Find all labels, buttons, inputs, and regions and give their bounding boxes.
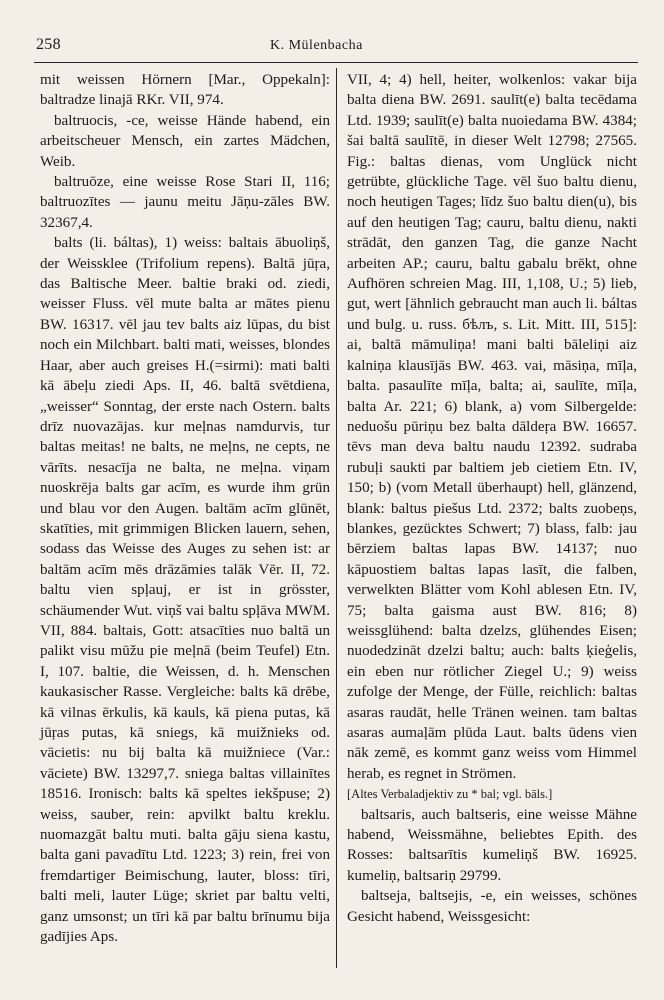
header-rule (34, 62, 638, 63)
dictionary-entry: baltruocis, -ce, weisse Hände habend, ein arbeitscheuer Mensch, ein zartes Mädchen, Weib. (40, 112, 330, 170)
dictionary-entry: baltseja, baltsejis, -e, ein weisses, schönes Gesicht habend, Weissgesicht: (347, 888, 637, 925)
running-head: K. Mülenbacha (270, 38, 363, 53)
left-column (40, 70, 330, 947)
right-column (347, 70, 637, 927)
page-number: 258 (36, 36, 61, 53)
dictionary-entry: baltsaris, auch baltseris, eine weisse Mähne habend, Weissmähne, beliebtes Epith. des Rosses: baltsarītis kumeliņš BW. 16925. kumeliņ, baltsariņ 29799. (347, 806, 637, 884)
paragraph: mit weissen Hörnern [Mar., Oppekaln]: baltradze linajā RKr. VII, 974. (40, 72, 330, 109)
paragraph: VII, 4; 4) hell, heiter, wolkenlos: vakar bija balta diena BW. 2691. saulīt(e) balta tecēdama Ltd. 1939; saulīt(e) balta nuoiedama BW. 4384; šai baltā saulītē, in dieser Welt 12798; 27565. Fig.: baltas dienas, vom Unglück nicht getrübte, glückliche Tage. vēl šuo baltu dienu, noch heutigen Tages; līdz šuo baltu dien(u), bis auf den heutigen Tag; cauru, baltu dienu, nakti strādāt, den ganzen Tag, die ganze Nacht arbeiten AP.; cauru, baltu gabalu brēkt, ohne Aufhören schreien Mag. III, 1,108, U.; 5) lieb, gut, wert [ähnlich gebraucht man auch li. báltas und bulg. u. russ. бѣлъ, s. Lit. Mitt. III, 515]: ai, baltā māmuliņa! mani balti bāleliņi aiz kalniņa klausījās BW. 463. vai, māsiņa, mīļa, balta. pasaulīte mīļa, balta; ai, saulīte, mīļa, balta Ar. 221; 6) blank, a) vom Silbergelde: neduošu pūriņu bez balta dāldeŗa BW. 16657. tēvs man deva baltu naudu 12392. sudraba rubuļi saukti par baltiem jeb cietiem Etn. IV, 150; b) (vom Metall überhaupt) hell, glänzend, blank: baltus piešus Ltd. 2372; balts zuobeņs, blankes, gezücktes Schwert; 7) blass, falb: jau bērziem baltas lapas BW. 14137; nuo kāpuostiem baltas lapas lasīt, die falben, verwelkten Blätter vom Kohl ablesen Etn. IV, 75; balta gaisma aust BW. 816; 8) weissglühend: balta dzelzs, glühendes Eisen; nuodedzināt dzelzi baltu; auch: balts ķieģelis, ein eben nur rötlicher Ziegel U.; 9) weiss zufolge der Menge, der Fülle, reichlich: baltas asaras raudāt, helle Tränen weinen. tam baltas asaras aumaļām plūda Laut. balts ūdens vien nāk zemē, es kommt ganz weiss vom Himmel herab, es regnet in Strömen. (347, 72, 637, 782)
dictionary-entry: baltruōze, eine weisse Rose Stari II, 116; baltruozītes — jaunu meitu Jāņu-zāles BW. 32367,4. (40, 174, 330, 231)
dictionary-entry: balts (li. báltas), 1) weiss: baltais ābuoliņš, der Weissklee (Trifolium repens). Baltā jūŗa, das Baltische Meer. baltie braki od. ziedi, weisser Fluss. vēl mute balta ar mātes pienu BW. 16317. vēl jau tev balts aiz lūpas, du bist noch ein Milchbart. balti mati, weisses, blondes Haar, aber auch greises H.(=sirmi): mati balti kā ābeļu ziedi Aps. II, 46. baltā svētdiena, „weisser“ Sonntag, der erste nach Ostern. balts drīz nuovazājas. kur meļnas namdurvis, tur baltas meitas! ne balts, ne meļns, ne cepts, ne vārīts. nesacīja ne balta, ne meļna. viņam nuoskrēja balts gar acīm, es wurde ihm grün und blau vor den Augen. baltām acīm glūnēt, skatīties, mit grimmigen Blicken lauern, sehen, sodass das Weisse des Auges zu sehen ist: ar baltām acīm mēs drāzāmies talāk Vēr. II, 72. baltu vien spļauj, er ist in grösster, schäumender Wut. viņš vai baltu spļāva MWM. VII, 884. baltais, Gott: atsacīties nuo baltā un palikt visu mūžu pie meļnā (beim Teufel) Etn. I, 107. baltie, die Weissen, d. h. Menschen kaukasischer Rasse. Vergleiche: balts kā drēbe, kā vilnas ērkulis, kā kauls, kā piena putas, kā jūŗas putas, kā sniegs, kā muižnieks od. vācietis: nu bij balta kā muižniece (Var.: vāciete) BW. 13297,7. sniega baltas villainītes 18516. Ironisch: balts kā speltes iekšpuse; 2) weiss, sauber, rein: apvilkt baltu kreklu. nuomazgāt baltu muti. balta gāju siena kastu, balta gani pavadītu Ltd. 1223; 3) rein, frei von fremdartiger Beimischung, lauter, bloss: tīri, balti meli, lauter Lüge; skriet par baltu velti, ganz umsonst; un tīri kā par baltu brīnumu bija gadījies Aps. (40, 235, 330, 946)
etymology-note: [Altes Verbaladjektiv zu * bal; vgl. bāls.] (347, 787, 553, 802)
column-divider (336, 68, 337, 968)
